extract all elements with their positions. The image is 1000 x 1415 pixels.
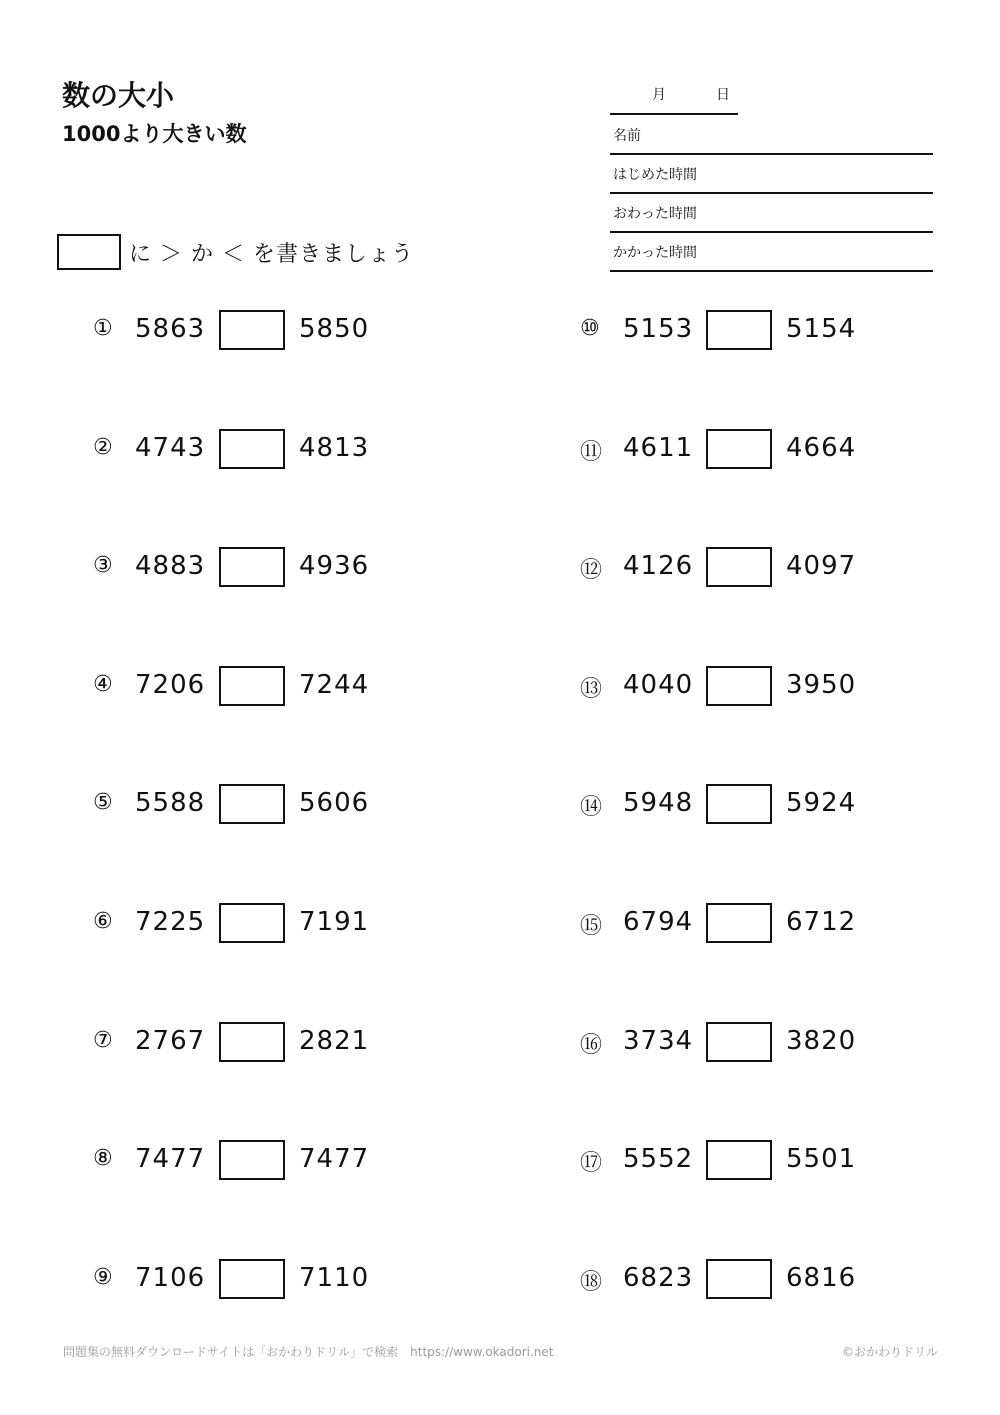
- right-number: 5924: [786, 788, 857, 819]
- problem-item: [93, 903, 383, 943]
- left-number: 5552: [623, 1144, 694, 1175]
- problem-item: [580, 1140, 870, 1180]
- left-number: 6794: [623, 907, 694, 937]
- problem-item: [580, 429, 870, 469]
- problem-number: ④: [93, 671, 113, 697]
- problem-number: ⑯: [580, 1032, 603, 1058]
- elapsed-time-field: [610, 232, 933, 272]
- end-time-field: [610, 193, 933, 233]
- problem-number: ⑫: [580, 558, 603, 584]
- right-number: 4813: [299, 432, 370, 463]
- example-answer-box: [57, 234, 121, 270]
- problem-item: [580, 903, 870, 943]
- problem-number: ③: [93, 553, 113, 579]
- problem-item: [93, 666, 383, 706]
- problem-item: [580, 547, 870, 587]
- problem-number: ⑥: [93, 909, 113, 934]
- left-number: 2767: [135, 1025, 206, 1056]
- right-number: 7191: [299, 907, 370, 937]
- footer-copyright: ©おかわりドリル: [842, 1345, 939, 1359]
- problem-item: [580, 666, 870, 706]
- right-number: 7477: [299, 1144, 370, 1175]
- answer-box[interactable]: [219, 784, 285, 824]
- month-label: 月: [652, 87, 666, 103]
- problem-item: [580, 310, 870, 350]
- left-number: 7106: [135, 1262, 206, 1293]
- right-number: 4097: [786, 551, 857, 582]
- right-number: 4936: [299, 551, 370, 582]
- worksheet-subtitle: 1000より大きい数: [62, 122, 247, 146]
- right-number: 5154: [786, 314, 857, 344]
- problem-item: [93, 547, 383, 587]
- answer-box[interactable]: [219, 547, 285, 587]
- left-number: 5863: [135, 314, 206, 344]
- right-number: 5606: [299, 788, 370, 819]
- answer-box[interactable]: [706, 903, 772, 943]
- left-number: 6823: [623, 1262, 694, 1293]
- problem-number: ⑭: [580, 795, 603, 821]
- right-number: 6816: [786, 1262, 857, 1293]
- problem-number: ⑨: [93, 1264, 113, 1290]
- problem-item: [93, 310, 383, 350]
- answer-box[interactable]: [706, 1140, 772, 1180]
- problem-item: [580, 1022, 870, 1062]
- answer-box[interactable]: [706, 547, 772, 587]
- problem-item: [93, 1140, 383, 1180]
- answer-box[interactable]: [706, 666, 772, 706]
- problem-number: ⑪: [580, 439, 603, 465]
- left-number: 5588: [135, 788, 206, 819]
- right-number: 7244: [299, 669, 370, 700]
- answer-box[interactable]: [219, 310, 285, 350]
- answer-box[interactable]: [706, 1022, 772, 1062]
- footer-search-note: 問題集の無料ダウンロードサイトは「おかわりドリル」で検索 https://www.okadori.net: [63, 1345, 554, 1359]
- instruction: [57, 232, 414, 272]
- problem-number: ②: [93, 434, 113, 460]
- left-number: 7225: [135, 907, 206, 937]
- answer-box[interactable]: [219, 903, 285, 943]
- left-number: 5153: [623, 314, 694, 344]
- problem-item: [93, 784, 383, 824]
- right-number: 6712: [786, 907, 857, 937]
- answer-box[interactable]: [219, 666, 285, 706]
- problem-number: ⑬: [580, 676, 603, 702]
- instruction-text: に ＞ か ＜ を書きましょう: [129, 241, 414, 267]
- elapsed-time-label: かかった時間: [613, 245, 697, 261]
- end-time-label: おわった時間: [613, 206, 697, 222]
- problem-number: ⑩: [580, 316, 600, 341]
- answer-box[interactable]: [706, 429, 772, 469]
- worksheet-title: 数の大小: [62, 79, 175, 112]
- problem-item: [93, 429, 383, 469]
- answer-box[interactable]: [706, 1259, 772, 1299]
- problem-number: ⑱: [580, 1269, 603, 1295]
- problem-item: [93, 1259, 383, 1299]
- answer-box[interactable]: [706, 310, 772, 350]
- problem-number: ⑤: [93, 790, 113, 816]
- day-label: 日: [716, 87, 730, 103]
- right-number: 5501: [786, 1144, 857, 1175]
- start-time-label: はじめた時間: [613, 167, 697, 183]
- date-field: [610, 80, 738, 115]
- answer-box[interactable]: [706, 784, 772, 824]
- left-number: 4743: [135, 432, 206, 463]
- problem-item: [580, 784, 870, 824]
- right-number: 3950: [786, 669, 857, 700]
- problem-item: [580, 1259, 870, 1299]
- left-number: 5948: [623, 788, 694, 819]
- problem-item: [93, 1022, 383, 1062]
- problem-number: ⑦: [93, 1027, 113, 1053]
- right-number: 3820: [786, 1025, 857, 1056]
- answer-box[interactable]: [219, 1259, 285, 1299]
- left-number: 7206: [135, 669, 206, 700]
- answer-box[interactable]: [219, 1022, 285, 1062]
- name-label: 名前: [613, 128, 641, 144]
- left-number: 4040: [623, 669, 694, 700]
- left-number: 7477: [135, 1144, 206, 1175]
- problem-number: ⑰: [580, 1151, 603, 1177]
- right-number: 2821: [299, 1025, 370, 1056]
- left-number: 4126: [623, 551, 694, 582]
- right-number: 4664: [786, 432, 857, 463]
- left-number: 4611: [623, 432, 694, 463]
- left-number: 4883: [135, 551, 206, 582]
- left-number: 3734: [623, 1025, 694, 1056]
- right-number: 5850: [299, 314, 370, 344]
- problem-number: ⑧: [93, 1146, 113, 1172]
- problem-number: ⑮: [580, 914, 603, 939]
- answer-box[interactable]: [219, 429, 285, 469]
- start-time-field: [610, 154, 933, 194]
- right-number: 7110: [299, 1262, 370, 1293]
- name-field: [610, 115, 933, 155]
- answer-box[interactable]: [219, 1140, 285, 1180]
- problem-number: ①: [93, 316, 113, 341]
